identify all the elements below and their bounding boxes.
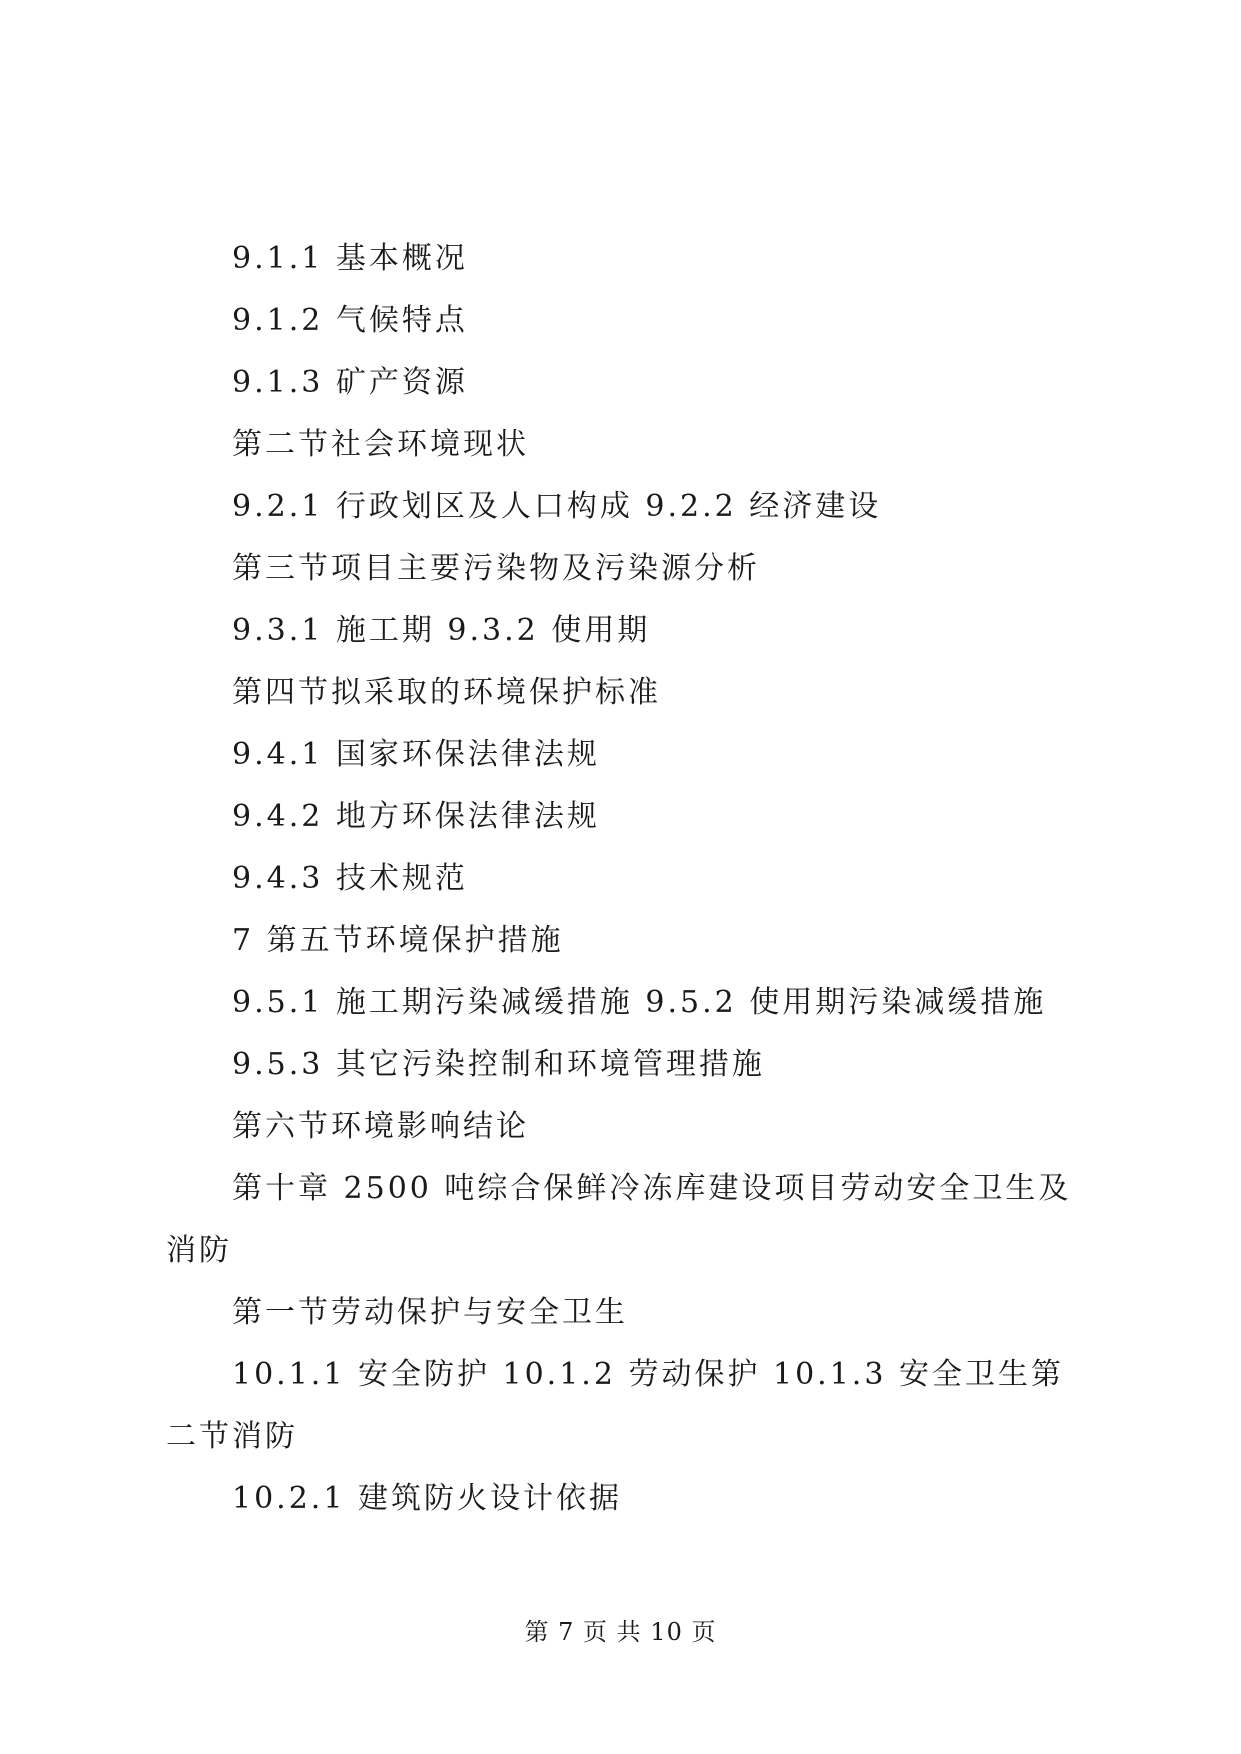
text-line: 9.1.2 气候特点 [232,303,468,338]
section-heading: 第二节社会环境现状 [232,427,529,462]
text-line: 9.2.1 行政划区及人口构成 9.2.2 经济建设 [232,489,882,524]
text-line: 9.4.2 地方环保法律法规 [232,799,600,834]
chapter-heading: 第十章 2500 吨综合保鲜冷冻库建设项目劳动安全卫生及消防 [166,1171,1072,1268]
document-body [166,228,1081,1530]
text-line: 9.4.3 技术规范 [232,861,468,896]
section-heading: 第四节拟采取的环境保护标准 [232,675,661,710]
section-heading: 第六节环境影响结论 [232,1109,529,1144]
text-line: 9.5.1 施工期污染减缓措施 9.5.2 使用期污染减缓措施 [232,985,1047,1020]
section-heading: 7 第五节环境保护措施 [232,923,564,958]
text-line: 10.2.1 建筑防火设计依据 [232,1481,622,1516]
text-line: 9.4.1 国家环保法律法规 [232,737,600,772]
section-heading: 第三节项目主要污染物及污染源分析 [232,551,760,586]
text-line: 9.3.1 施工期 9.3.2 使用期 [232,613,651,648]
text-line: 9.5.3 其它污染控制和环境管理措施 [232,1047,765,1082]
text-line: 9.1.1 基本概况 [232,241,468,276]
page-number-footer: 第 7 页 共 10 页 [524,1618,717,1646]
section-heading: 第一节劳动保护与安全卫生 [232,1295,628,1330]
text-line: 9.1.3 矿产资源 [232,365,468,400]
text-line: 10.1.1 安全防护 10.1.2 劳动保护 10.1.3 安全卫生第二节消防 [166,1357,1064,1454]
